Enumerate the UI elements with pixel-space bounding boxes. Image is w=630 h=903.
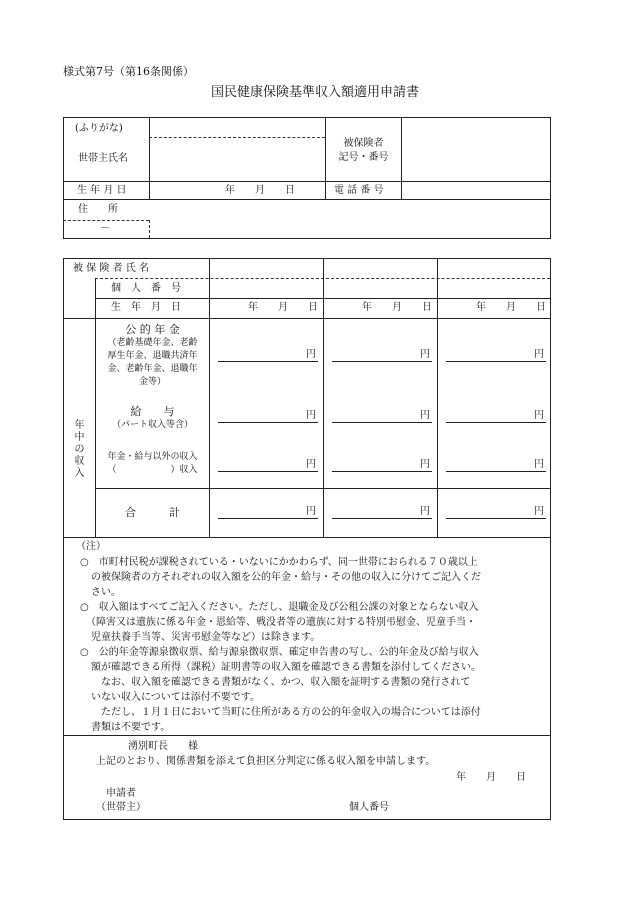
furigana-label: (ふりがな) xyxy=(75,123,123,134)
note1-line2: の被保険者の方それぞれの収入額を公的年金・給与・その他の収入に分けてご記入くだ xyxy=(91,572,481,583)
form-number: 様式第7号（第16条関係） xyxy=(63,65,194,78)
addressee: 湧別町長 様 xyxy=(128,741,198,752)
phone-label: 電 話 番 号 xyxy=(334,185,384,196)
birth-date-label: 生 年 月 日 xyxy=(77,185,127,196)
insured-name-label: 被 保 険 者 氏 名 xyxy=(73,263,149,274)
note2-line1: ○ 収入額はすべてご記入ください。ただし、退職金及び公租公課の対象とならない収入 xyxy=(80,602,479,613)
person1-birth-date[interactable]: 年 月 日 xyxy=(248,302,318,313)
pension-yen-1[interactable]: 円 xyxy=(306,349,316,360)
householder-name-label: 世帯主氏名 xyxy=(78,153,128,164)
annual-income-label-1: 年 xyxy=(74,420,85,431)
applicant-label: 申請者 xyxy=(106,788,136,799)
public-pension-label: 公 的 年 金 xyxy=(125,323,180,336)
note3-line3: なお、収入額を確認できる書類がなく、かつ、収入額を証明する書類の発行されて xyxy=(91,677,471,688)
note3-line6: 書類は不要です。 xyxy=(91,722,171,733)
person2-name-field[interactable] xyxy=(324,259,437,278)
application-statement: 上記のとおり、関係書類を添えて負担区分判定に係る収入額を申請します。 xyxy=(96,756,436,767)
postal-code-dash: － xyxy=(100,223,110,234)
other-yen-3[interactable]: 円 xyxy=(534,459,544,470)
salary-note: （パート収入等含） xyxy=(111,420,193,430)
other-yen-2[interactable]: 円 xyxy=(420,459,430,470)
note2-line2: （障害又は遺族に係る年金・恩給等、戦没者等の遺族に対する特別弔慰金、児童手当・ xyxy=(86,617,476,628)
salary-label: 給 与 xyxy=(130,405,175,418)
pension-yen-2[interactable]: 円 xyxy=(420,349,430,360)
insured-number-label-1: 被保険者 xyxy=(343,138,384,149)
note3-line4: いない収入については添付不要です。 xyxy=(91,692,260,703)
note2-line3: 児童扶養手当等、災害弔慰金等など）は除きます。 xyxy=(91,632,321,643)
salary-yen-3[interactable]: 円 xyxy=(534,410,544,421)
total-yen-2[interactable]: 円 xyxy=(420,506,430,517)
insured-number-field[interactable] xyxy=(402,118,550,180)
annual-income-label-5: 入 xyxy=(74,468,85,479)
note1-line1: ○ 市町村民税が課税されている・いないにかかわらず、同一世帯におられる７０歳以上 xyxy=(80,557,478,568)
form-title: 国民健康保険基準収入額適用申請書 xyxy=(210,85,419,100)
person2-personal-number-field[interactable] xyxy=(324,279,437,298)
annual-income-label-2: 中 xyxy=(74,432,85,443)
address-field[interactable] xyxy=(150,200,550,237)
person2-birth-date[interactable]: 年 月 日 xyxy=(362,302,432,313)
applicant-householder-label: （世帯主） xyxy=(96,802,146,813)
address-label: 住 所 xyxy=(78,204,118,215)
personal-number-label: 個 人 番 号 xyxy=(111,283,181,294)
other-yen-1[interactable]: 円 xyxy=(306,459,316,470)
person3-personal-number-field[interactable] xyxy=(438,279,550,298)
person1-name-field[interactable] xyxy=(210,259,323,278)
birth-date-value[interactable]: 年 月 日 xyxy=(225,185,295,196)
note1-line3: さい。 xyxy=(91,587,121,598)
householder-name-field[interactable] xyxy=(150,138,324,180)
salary-yen-2[interactable]: 円 xyxy=(420,410,430,421)
total-yen-1[interactable]: 円 xyxy=(306,506,316,517)
person3-name-field[interactable] xyxy=(438,259,550,278)
total-yen-3[interactable]: 円 xyxy=(534,506,544,517)
application-date[interactable]: 年 月 日 xyxy=(456,772,526,783)
table-birth-date-label: 生 年 月 日 xyxy=(111,302,181,313)
public-pension-note-1: （老齢基礎年金、老齢 xyxy=(107,338,198,348)
annual-income-label-4: 収 xyxy=(74,456,85,467)
notes-header: （注） xyxy=(76,541,106,552)
public-pension-note-3: 金、老齢年金、退職年 xyxy=(107,364,198,374)
public-pension-note-4: 金等） xyxy=(138,377,166,387)
phone-field[interactable] xyxy=(402,182,550,198)
salary-yen-1[interactable]: 円 xyxy=(306,410,316,421)
person3-birth-date[interactable]: 年 月 日 xyxy=(476,302,546,313)
insured-number-label-2: 記号・番号 xyxy=(338,152,389,163)
annual-income-label-3: の xyxy=(74,444,85,455)
applicant-personal-number-label: 個人番号 xyxy=(349,802,389,813)
note3-line5: ただし、１月１日において当町に住所がある方の公的年金収入の場合については添付 xyxy=(91,707,481,718)
other-income-label: 年金・給与以外の収入 xyxy=(107,452,198,462)
person1-personal-number-field[interactable] xyxy=(210,279,323,298)
note3-line1: ○ 公的年金等源泉徴収票、給与源泉徴収票、確定申告書の写し、公的年金及び給与収入 xyxy=(80,647,479,658)
total-label: 合 計 xyxy=(125,506,180,519)
other-income-note: （ ）収入 xyxy=(107,465,198,475)
public-pension-note-2: 厚生年金、退職共済年 xyxy=(107,351,198,361)
pension-yen-3[interactable]: 円 xyxy=(534,349,544,360)
note3-line2: 額が確認できる所得（課税）証明書等の収入額を確認できる書類を添付してください。 xyxy=(91,662,481,673)
